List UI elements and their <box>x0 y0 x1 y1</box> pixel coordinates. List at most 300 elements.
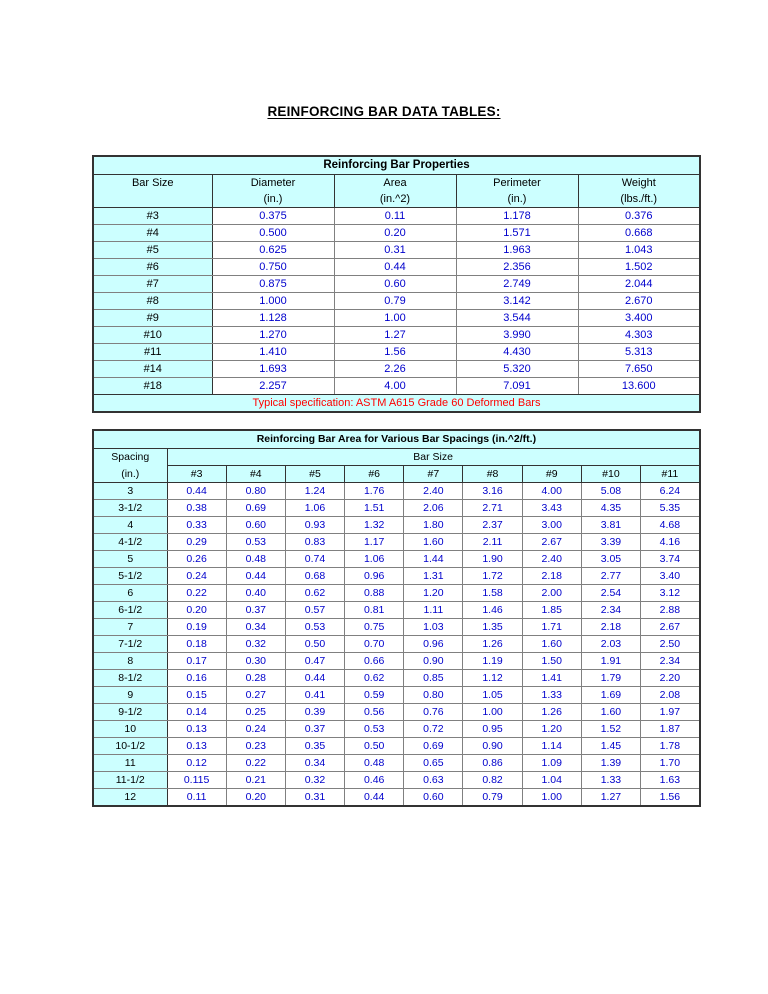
cell-area: 0.60 <box>226 517 285 534</box>
cell-area: 1.87 <box>641 721 700 738</box>
cell-area: 2.06 <box>404 500 463 517</box>
cell-area: 0.20 <box>226 789 285 807</box>
cell-area: 1.60 <box>522 636 581 653</box>
cell-area: 1.20 <box>522 721 581 738</box>
cell-area: 0.57 <box>285 602 344 619</box>
cell-area: 3.39 <box>581 534 640 551</box>
cell-spacing: 8-1/2 <box>93 670 167 687</box>
cell-bar-size: #8 <box>93 293 212 310</box>
cell-area: 1.69 <box>581 687 640 704</box>
cell-area: 0.115 <box>167 772 226 789</box>
cell-spacing: 7-1/2 <box>93 636 167 653</box>
cell-area: 2.26 <box>334 361 456 378</box>
cell-perimeter: 1.571 <box>456 225 578 242</box>
cell-area: 0.44 <box>226 568 285 585</box>
cell-area: 1.39 <box>581 755 640 772</box>
cell-area: 0.96 <box>404 636 463 653</box>
cell-area: 4.68 <box>641 517 700 534</box>
cell-area: 1.09 <box>522 755 581 772</box>
cell-spacing: 10 <box>93 721 167 738</box>
cell-area: 0.22 <box>167 585 226 602</box>
cell-area: 0.80 <box>226 483 285 500</box>
cell-area: 1.20 <box>404 585 463 602</box>
properties-banner-row <box>93 156 700 175</box>
cell-area: 0.90 <box>463 738 522 755</box>
header-bar-size-8: #11 <box>641 466 700 483</box>
cell-area: 0.48 <box>345 755 404 772</box>
cell-perimeter: 3.990 <box>456 327 578 344</box>
header-bar-size-2: #5 <box>285 466 344 483</box>
cell-area: 0.44 <box>345 789 404 807</box>
cell-bar-size: #7 <box>93 276 212 293</box>
reinforcing-bar-properties-table <box>92 155 701 413</box>
cell-spacing: 5-1/2 <box>93 568 167 585</box>
cell-weight: 3.400 <box>578 310 700 327</box>
cell-area: 0.11 <box>167 789 226 807</box>
cell-perimeter: 2.749 <box>456 276 578 293</box>
cell-area: 2.00 <box>522 585 581 602</box>
cell-area: 0.20 <box>334 225 456 242</box>
header-diameter-line2: (in.) <box>212 191 334 208</box>
cell-area: 1.03 <box>404 619 463 636</box>
cell-area: 2.67 <box>522 534 581 551</box>
cell-area: 1.27 <box>334 327 456 344</box>
table-row <box>93 721 700 738</box>
header-bar-size-5: #8 <box>463 466 522 483</box>
cell-diameter: 0.500 <box>212 225 334 242</box>
spacings-header-row-1 <box>93 449 700 466</box>
cell-diameter: 2.257 <box>212 378 334 395</box>
table-row <box>93 568 700 585</box>
cell-area: 0.12 <box>167 755 226 772</box>
cell-area: 0.76 <box>404 704 463 721</box>
header-diameter-line1: Diameter <box>212 175 334 192</box>
cell-area: 1.79 <box>581 670 640 687</box>
cell-area: 4.00 <box>522 483 581 500</box>
cell-area: 0.22 <box>226 755 285 772</box>
cell-area: 1.58 <box>463 585 522 602</box>
cell-area: 1.90 <box>463 551 522 568</box>
table-row <box>93 619 700 636</box>
header-bar-size-group: Bar Size <box>167 449 700 466</box>
cell-area: 0.13 <box>167 738 226 755</box>
cell-area: 0.56 <box>345 704 404 721</box>
table-row <box>93 585 700 602</box>
cell-area: 1.52 <box>581 721 640 738</box>
cell-area: 1.06 <box>285 500 344 517</box>
cell-area: 0.17 <box>167 653 226 670</box>
cell-area: 0.53 <box>226 534 285 551</box>
cell-area: 1.17 <box>345 534 404 551</box>
cell-area: 0.95 <box>463 721 522 738</box>
cell-area: 0.79 <box>334 293 456 310</box>
cell-area: 0.31 <box>334 242 456 259</box>
cell-area: 2.18 <box>522 568 581 585</box>
cell-perimeter: 5.320 <box>456 361 578 378</box>
cell-diameter: 0.375 <box>212 208 334 225</box>
cell-bar-size: #4 <box>93 225 212 242</box>
header-bar-size-6: #9 <box>522 466 581 483</box>
cell-bar-size: #5 <box>93 242 212 259</box>
header-perimeter-line2: (in.) <box>456 191 578 208</box>
table-row <box>93 636 700 653</box>
table-row <box>93 208 700 225</box>
cell-area: 4.16 <box>641 534 700 551</box>
table-row <box>93 344 700 361</box>
cell-area: 0.34 <box>285 755 344 772</box>
cell-area: 0.85 <box>404 670 463 687</box>
cell-spacing: 5 <box>93 551 167 568</box>
table-row <box>93 670 700 687</box>
cell-area: 3.43 <box>522 500 581 517</box>
cell-area: 1.63 <box>641 772 700 789</box>
cell-area: 0.15 <box>167 687 226 704</box>
cell-area: 1.45 <box>581 738 640 755</box>
page-title <box>0 104 768 119</box>
table-row <box>93 755 700 772</box>
header-bar-size-3: #6 <box>345 466 404 483</box>
cell-area: 2.08 <box>641 687 700 704</box>
table-row <box>93 500 700 517</box>
cell-area: 0.32 <box>285 772 344 789</box>
cell-area: 0.19 <box>167 619 226 636</box>
cell-area: 1.33 <box>522 687 581 704</box>
cell-area: 0.93 <box>285 517 344 534</box>
cell-spacing: 11 <box>93 755 167 772</box>
cell-area: 1.26 <box>463 636 522 653</box>
table-row <box>93 687 700 704</box>
cell-area: 0.34 <box>226 619 285 636</box>
cell-area: 1.26 <box>522 704 581 721</box>
cell-weight: 5.313 <box>578 344 700 361</box>
cell-spacing: 10-1/2 <box>93 738 167 755</box>
cell-perimeter: 2.356 <box>456 259 578 276</box>
properties-footnote-row <box>93 395 700 413</box>
cell-area: 1.72 <box>463 568 522 585</box>
table-row <box>93 361 700 378</box>
cell-area: 3.40 <box>641 568 700 585</box>
table-row <box>93 293 700 310</box>
cell-area: 0.25 <box>226 704 285 721</box>
cell-area: 1.70 <box>641 755 700 772</box>
cell-area: 2.34 <box>641 653 700 670</box>
cell-area: 0.38 <box>167 500 226 517</box>
cell-spacing: 8 <box>93 653 167 670</box>
header-spacing-line2: (in.) <box>93 466 167 483</box>
table-row <box>93 310 700 327</box>
cell-area: 0.14 <box>167 704 226 721</box>
cell-area: 0.39 <box>285 704 344 721</box>
header-bar-size-7: #10 <box>581 466 640 483</box>
cell-perimeter: 1.963 <box>456 242 578 259</box>
page-title-text: REINFORCING BAR DATA TABLES: <box>267 104 501 119</box>
cell-area: 1.50 <box>522 653 581 670</box>
properties-footnote-label: Typical specification: ASTM A615 Grade 60 Deformed Bars <box>93 395 700 413</box>
cell-area: 1.46 <box>463 602 522 619</box>
cell-area: 0.24 <box>226 721 285 738</box>
cell-area: 6.24 <box>641 483 700 500</box>
spacings-banner-label: Reinforcing Bar Area for Various Bar Spacings (in.^2/ft.) <box>93 430 700 449</box>
cell-area: 0.46 <box>345 772 404 789</box>
cell-perimeter: 7.091 <box>456 378 578 395</box>
cell-weight: 4.303 <box>578 327 700 344</box>
cell-area: 0.24 <box>167 568 226 585</box>
cell-area: 4.00 <box>334 378 456 395</box>
cell-diameter: 1.693 <box>212 361 334 378</box>
table-row <box>93 483 700 500</box>
header-perimeter-line1: Perimeter <box>456 175 578 192</box>
cell-spacing: 9 <box>93 687 167 704</box>
cell-area: 1.00 <box>334 310 456 327</box>
cell-area: 1.91 <box>581 653 640 670</box>
cell-spacing: 6-1/2 <box>93 602 167 619</box>
cell-area: 0.32 <box>226 636 285 653</box>
cell-diameter: 0.625 <box>212 242 334 259</box>
cell-area: 0.50 <box>285 636 344 653</box>
cell-area: 3.81 <box>581 517 640 534</box>
cell-area: 1.00 <box>463 704 522 721</box>
cell-bar-size: #18 <box>93 378 212 395</box>
cell-area: 0.86 <box>463 755 522 772</box>
cell-area: 0.60 <box>404 789 463 807</box>
cell-area: 1.76 <box>345 483 404 500</box>
cell-area: 0.40 <box>226 585 285 602</box>
cell-spacing: 3 <box>93 483 167 500</box>
cell-spacing: 4-1/2 <box>93 534 167 551</box>
cell-area: 1.51 <box>345 500 404 517</box>
cell-weight: 2.044 <box>578 276 700 293</box>
table-row <box>93 242 700 259</box>
cell-area: 0.31 <box>285 789 344 807</box>
cell-area: 2.77 <box>581 568 640 585</box>
cell-area: 0.62 <box>345 670 404 687</box>
cell-area: 2.03 <box>581 636 640 653</box>
cell-area: 1.44 <box>404 551 463 568</box>
table-row <box>93 653 700 670</box>
cell-weight: 13.600 <box>578 378 700 395</box>
cell-weight: 2.670 <box>578 293 700 310</box>
cell-area: 1.71 <box>522 619 581 636</box>
cell-weight: 1.043 <box>578 242 700 259</box>
cell-area: 5.08 <box>581 483 640 500</box>
cell-area: 0.50 <box>345 738 404 755</box>
cell-area: 0.28 <box>226 670 285 687</box>
cell-area: 0.75 <box>345 619 404 636</box>
cell-diameter: 1.410 <box>212 344 334 361</box>
cell-area: 0.90 <box>404 653 463 670</box>
spacings-header-row-2 <box>93 466 700 483</box>
cell-area: 0.30 <box>226 653 285 670</box>
cell-area: 0.62 <box>285 585 344 602</box>
cell-area: 0.74 <box>285 551 344 568</box>
cell-area: 2.40 <box>522 551 581 568</box>
cell-area: 0.16 <box>167 670 226 687</box>
properties-header-row-1 <box>93 175 700 192</box>
cell-area: 0.72 <box>404 721 463 738</box>
cell-area: 0.66 <box>345 653 404 670</box>
cell-area: 1.05 <box>463 687 522 704</box>
cell-diameter: 1.128 <box>212 310 334 327</box>
table-row <box>93 327 700 344</box>
cell-area: 0.18 <box>167 636 226 653</box>
cell-bar-size: #14 <box>93 361 212 378</box>
table-row <box>93 789 700 807</box>
cell-area: 2.40 <box>404 483 463 500</box>
table-row <box>93 259 700 276</box>
cell-diameter: 0.875 <box>212 276 334 293</box>
cell-spacing: 4 <box>93 517 167 534</box>
cell-diameter: 1.000 <box>212 293 334 310</box>
cell-spacing: 6 <box>93 585 167 602</box>
cell-area: 0.81 <box>345 602 404 619</box>
cell-area: 0.41 <box>285 687 344 704</box>
cell-area: 0.44 <box>334 259 456 276</box>
cell-area: 0.11 <box>334 208 456 225</box>
cell-area: 1.11 <box>404 602 463 619</box>
cell-area: 0.47 <box>285 653 344 670</box>
cell-bar-size: #10 <box>93 327 212 344</box>
cell-area: 2.71 <box>463 500 522 517</box>
header-bar-size-1: #4 <box>226 466 285 483</box>
header-weight-line1: Weight <box>578 175 700 192</box>
properties-header-row-2 <box>93 191 700 208</box>
cell-bar-size: #6 <box>93 259 212 276</box>
spacings-banner-row <box>93 430 700 449</box>
cell-area: 0.27 <box>226 687 285 704</box>
cell-area: 1.60 <box>404 534 463 551</box>
cell-perimeter: 3.142 <box>456 293 578 310</box>
cell-area: 0.68 <box>285 568 344 585</box>
cell-area: 1.32 <box>345 517 404 534</box>
cell-perimeter: 1.178 <box>456 208 578 225</box>
table-row <box>93 378 700 395</box>
cell-spacing: 11-1/2 <box>93 772 167 789</box>
header-area-line2: (in.^2) <box>334 191 456 208</box>
cell-diameter: 0.750 <box>212 259 334 276</box>
cell-perimeter: 4.430 <box>456 344 578 361</box>
cell-area: 5.35 <box>641 500 700 517</box>
cell-diameter: 1.270 <box>212 327 334 344</box>
cell-area: 0.53 <box>285 619 344 636</box>
cell-area: 0.44 <box>285 670 344 687</box>
cell-spacing: 3-1/2 <box>93 500 167 517</box>
cell-area: 0.23 <box>226 738 285 755</box>
cell-area: 1.56 <box>641 789 700 807</box>
cell-area: 1.14 <box>522 738 581 755</box>
cell-area: 1.06 <box>345 551 404 568</box>
cell-spacing: 12 <box>93 789 167 807</box>
cell-area: 1.12 <box>463 670 522 687</box>
cell-area: 2.50 <box>641 636 700 653</box>
cell-area: 0.53 <box>345 721 404 738</box>
cell-area: 0.20 <box>167 602 226 619</box>
cell-area: 1.35 <box>463 619 522 636</box>
header-bar-size-4: #7 <box>404 466 463 483</box>
cell-area: 1.60 <box>581 704 640 721</box>
cell-area: 1.04 <box>522 772 581 789</box>
cell-area: 1.24 <box>285 483 344 500</box>
cell-area: 1.00 <box>522 789 581 807</box>
cell-area: 0.65 <box>404 755 463 772</box>
cell-area: 2.20 <box>641 670 700 687</box>
cell-area: 0.69 <box>226 500 285 517</box>
cell-area: 0.88 <box>345 585 404 602</box>
table-row <box>93 534 700 551</box>
properties-table-body <box>93 156 700 412</box>
cell-weight: 0.376 <box>578 208 700 225</box>
cell-area: 0.70 <box>345 636 404 653</box>
cell-area: 0.48 <box>226 551 285 568</box>
cell-area: 0.37 <box>226 602 285 619</box>
cell-bar-size: #3 <box>93 208 212 225</box>
table-row <box>93 772 700 789</box>
cell-area: 0.96 <box>345 568 404 585</box>
cell-area: 1.31 <box>404 568 463 585</box>
table-row <box>93 602 700 619</box>
cell-bar-size: #9 <box>93 310 212 327</box>
cell-weight: 0.668 <box>578 225 700 242</box>
table-row <box>93 517 700 534</box>
cell-area: 0.83 <box>285 534 344 551</box>
header-spacing-line1: Spacing <box>93 449 167 466</box>
cell-area: 0.69 <box>404 738 463 755</box>
properties-banner-label: Reinforcing Bar Properties <box>93 156 700 175</box>
cell-area: 2.11 <box>463 534 522 551</box>
cell-area: 0.35 <box>285 738 344 755</box>
cell-area: 0.29 <box>167 534 226 551</box>
cell-area: 3.12 <box>641 585 700 602</box>
cell-area: 2.18 <box>581 619 640 636</box>
cell-area: 0.80 <box>404 687 463 704</box>
header-area-line1: Area <box>334 175 456 192</box>
bar-area-spacings-table <box>92 429 701 807</box>
cell-area: 2.88 <box>641 602 700 619</box>
cell-area: 0.26 <box>167 551 226 568</box>
header-weight-line2: (lbs./ft.) <box>578 191 700 208</box>
cell-area: 2.67 <box>641 619 700 636</box>
table-row <box>93 276 700 293</box>
table-row <box>93 738 700 755</box>
cell-area: 3.00 <box>522 517 581 534</box>
cell-area: 0.59 <box>345 687 404 704</box>
cell-area: 1.56 <box>334 344 456 361</box>
cell-spacing: 7 <box>93 619 167 636</box>
cell-weight: 1.502 <box>578 259 700 276</box>
cell-area: 0.33 <box>167 517 226 534</box>
header-bar-size-0: #3 <box>167 466 226 483</box>
cell-area: 0.37 <box>285 721 344 738</box>
cell-area: 3.05 <box>581 551 640 568</box>
cell-area: 1.41 <box>522 670 581 687</box>
cell-area: 0.44 <box>167 483 226 500</box>
cell-area: 1.78 <box>641 738 700 755</box>
cell-area: 2.37 <box>463 517 522 534</box>
cell-area: 0.13 <box>167 721 226 738</box>
cell-area: 1.19 <box>463 653 522 670</box>
cell-area: 0.21 <box>226 772 285 789</box>
cell-area: 3.74 <box>641 551 700 568</box>
header-bar-size-line1: Bar Size <box>93 175 212 192</box>
cell-area: 0.79 <box>463 789 522 807</box>
cell-weight: 7.650 <box>578 361 700 378</box>
cell-area: 2.34 <box>581 602 640 619</box>
table-row <box>93 704 700 721</box>
cell-bar-size: #11 <box>93 344 212 361</box>
spacings-table-body <box>93 430 700 806</box>
cell-area: 0.60 <box>334 276 456 293</box>
cell-area: 2.54 <box>581 585 640 602</box>
cell-area: 1.33 <box>581 772 640 789</box>
